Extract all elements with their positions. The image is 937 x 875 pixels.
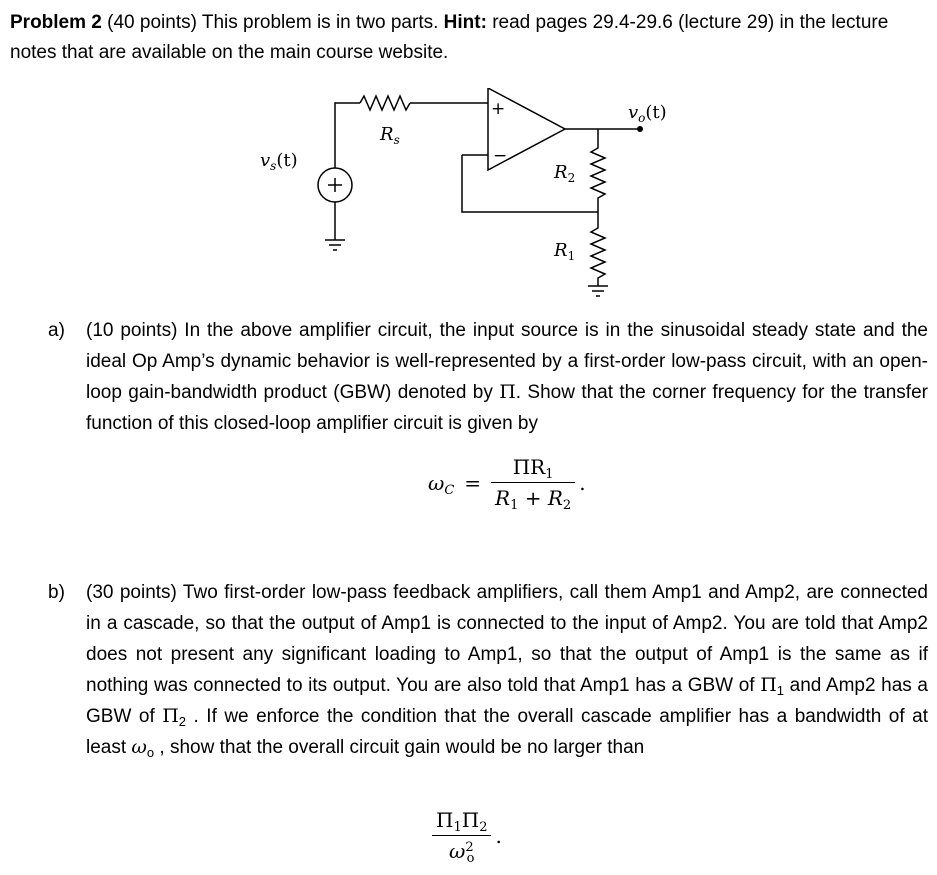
gbw-symbol: Π <box>499 381 516 403</box>
source-top-wire <box>335 103 360 168</box>
part-a-marker: a) <box>48 320 65 341</box>
resistor-r1 <box>591 212 605 286</box>
corner-frequency-equation: $\omega_C$ = $\frac{\Pi R_1}{R_1 + R_2}$ . <box>428 455 586 513</box>
amplifier-circuit-diagram <box>240 88 700 313</box>
label-vs: $v_s(t)$ <box>260 150 298 173</box>
part-b <box>48 577 928 763</box>
part-b-text: (30 points) Two first-order low-pass feedback amplifiers, call them Amp1 and Amp2, are connected in a cascade, so that the output of Amp1 is connected to the input of Amp2. You are told that Amp2 does not present any significant loading to Amp1, so that the output of Amp1 is the same as if nothing was connected to its output. You are also told that Amp1 has a GBW of $\Pi_1$ and Amp2 has a GBW of $\Pi_2$ . If we enforce the condition that the overall cascade amplifier has a bandwidth of at least $\omega_o$ , show that the overall circuit gain would be no larger than <box>86 582 928 760</box>
feedback-wire <box>462 155 598 212</box>
problem-title: Problem 2 <box>10 12 102 33</box>
problem-points: (40 points) This problem is in two parts. <box>101 12 444 33</box>
label-r1: $R_1$ <box>554 240 576 263</box>
label-rs: $R_s$ <box>380 124 400 147</box>
max-gain-equation: $\frac{\Pi_1\Pi_2}{\omega^2_o}$ . <box>432 808 502 863</box>
output-terminal-dot <box>637 126 643 132</box>
problem-header <box>10 8 925 68</box>
label-vo: $v_o(t)$ <box>628 102 667 125</box>
corner-frequency-fraction: $\frac{\Pi R_1}{R_1 + R_2}$ <box>491 455 575 510</box>
resistor-rs <box>360 96 410 110</box>
label-r2: $R_2$ <box>554 162 576 185</box>
hint-text: read pages 29.4-29.6 (lecture 29) in the lecture notes that are available on the main course website. <box>10 12 889 63</box>
max-gain-fraction: $\frac{\Pi_1\Pi_2}{\omega^2_o}$ <box>432 808 491 863</box>
part-b-marker: b) <box>48 582 65 603</box>
part-a <box>48 315 928 439</box>
op-amp-plus-sign: + <box>491 99 506 119</box>
part-a-text: (10 points) In the above amplifier circuit, the input source is in the sinusoidal steady state and the ideal Op Amp’s dynamic behavior is well-represented by a first-order low-pass circuit, with an open-loop gain-bandwidth product (GBW) denoted by Π. Show that the corner frequency for the transfer function of this closed-loop amplifier circuit is given by <box>86 320 928 434</box>
hint-label: Hint: <box>443 12 487 33</box>
resistor-r2 <box>591 143 605 212</box>
op-amp-minus-sign: − <box>493 146 508 166</box>
